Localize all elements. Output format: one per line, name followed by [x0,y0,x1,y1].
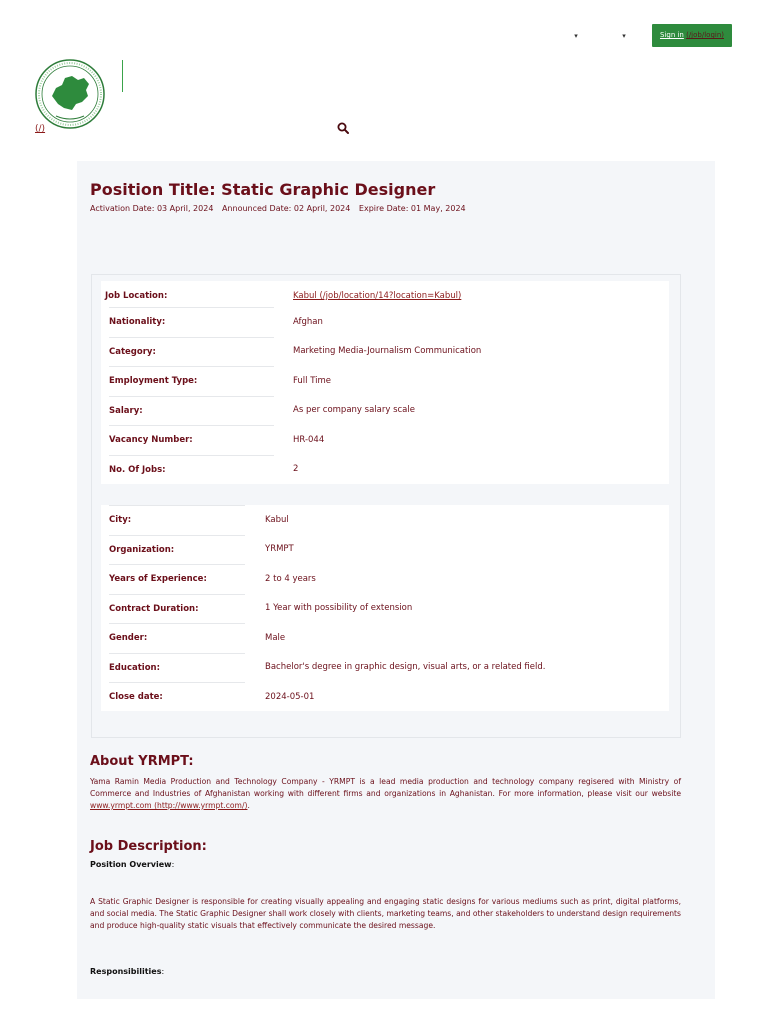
table-row [101,337,669,367]
row-value: Kabul [265,514,289,525]
table-row [101,425,669,455]
job-details-table-1 [101,281,669,484]
row-value: 2024-05-01 [265,691,315,702]
language-dropdown[interactable]: ▾ [574,31,578,40]
sign-in-button[interactable] [652,24,732,47]
table-row [101,623,669,653]
table-row [101,594,669,624]
emblem-logo-icon[interactable] [34,58,106,130]
row-label: Contract Duration: [109,594,245,624]
position-overview-text: A Static Graphic Designer is responsible for creating visually appealing and engaging static designs for various mediums such as print, digital platforms, and social media. The Static Graphic Designer shall work closely with clients, marketing teams, and other stakeholders to understand design requirements and produce high-quality static visuals that effectively communicate the desired message. [90,897,681,930]
table-row [101,564,669,594]
row-value: 1 Year with possibility of extension [265,603,413,614]
table-row [101,653,669,683]
row-label: Category: [109,337,274,367]
row-label: Job Location: [105,290,168,301]
row-label: Vacancy Number: [109,425,274,455]
row-label: Salary: [109,396,274,426]
table-row [101,307,669,337]
page-title: Position Title: Static Graphic Designer [90,180,436,199]
row-value: HR-044 [293,434,325,445]
about-body: Yama Ramin Media Production and Technology Company - YRMPT is a lead media production and technology company regisered with Ministry of Commerce and Industries of Afghanistan working with different firms and organizations in Aghanistan. For more information, please visit our website [90,777,681,798]
row-value: 2 to 4 years [265,573,316,584]
top-bar [552,24,732,47]
row-value: Male [265,632,286,643]
table-row [101,505,669,535]
header-divider [122,60,123,92]
announced-date: Announced Date: 02 April, 2024 [221,204,351,213]
sign-in-path: (/job/login) [686,31,724,39]
row-label: No. Of Jobs: [109,455,274,485]
row-value: Afghan [293,316,323,327]
expire-date: Expire Date: 01 May, 2024 [358,204,466,213]
responsibilities-text: Responsibilities [90,967,162,976]
position-overview-label [90,860,174,869]
overview-label: Position Overview [90,860,172,869]
row-value: As per company salary scale [293,405,415,416]
row-value: Marketing Media-Journalism Communication [293,346,482,357]
table-row [101,535,669,565]
home-link[interactable]: (/) [35,124,46,134]
activation-date: Activation Date: 03 April, 2024 [90,204,214,213]
row-value: 2 [293,464,299,475]
about-end: . [247,801,250,810]
job-details-table-2 [101,505,669,711]
table-row [101,682,669,712]
responsibilities-label [90,967,164,976]
table-row [101,455,669,485]
job-location-link[interactable]: Kabul (/job/location/14?location=Kabul) [293,290,462,301]
row-label: Nationality: [109,307,274,337]
row-value: YRMPT [265,544,294,555]
search-icon[interactable] [337,122,349,134]
row-label: Employment Type: [109,366,274,396]
row-label: Organization: [109,535,245,565]
overview-colon: : [171,860,175,869]
job-description-heading: Job Description: [90,839,207,854]
menu-dropdown[interactable]: ▾ [622,31,626,40]
row-value: Full Time [293,375,332,386]
table-row [101,366,669,396]
row-value: Bachelor's degree in graphic design, visual arts, or a related field. [265,662,546,673]
website-link[interactable]: www.yrmpt.com (http://www.yrmpt.com/) [90,801,248,810]
row-label: Years of Experience: [109,564,245,594]
row-label: Gender: [109,623,245,653]
about-text [90,776,681,812]
responsibilities-colon: : [161,967,165,976]
row-label: City: [109,505,245,535]
row-label: Education: [109,653,245,683]
sign-in-label: Sign in [659,31,684,39]
table-row [101,396,669,426]
row-label: Close date: [109,682,245,712]
about-heading: About YRMPT: [90,754,194,769]
job-dates [90,204,472,213]
